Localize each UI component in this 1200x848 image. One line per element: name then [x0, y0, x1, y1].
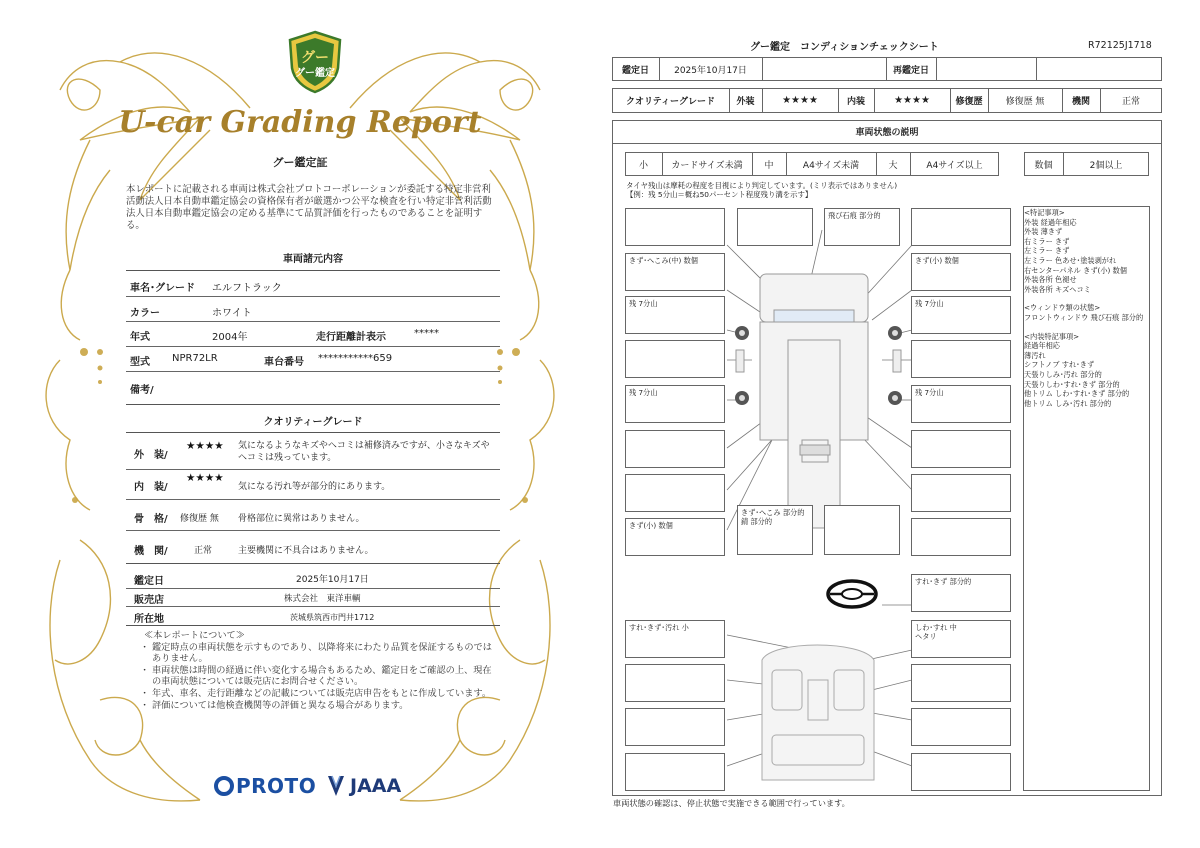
legend-medium-desc: A4サイズ未満 [802, 160, 860, 171]
divider [126, 346, 500, 347]
date-value: 2025年10月17日 [296, 575, 369, 585]
special-note: 天張りしみ･汚れ 部分的 [1024, 369, 1102, 379]
ext-note-box [625, 296, 725, 334]
legend-small-desc: カードサイズ未満 [671, 160, 743, 171]
ext-note-box [911, 296, 1011, 334]
int-note-box [911, 753, 1011, 791]
interior-stars: ★★★★ [186, 472, 224, 484]
special-notes [1024, 208, 1143, 408]
window-notes-heading: <ウィンドウ類の状態> [1024, 303, 1101, 313]
ext-note-right-1: きず(小) 数個 [915, 256, 959, 265]
ext-note-box [625, 340, 725, 378]
note-item: ・ 年式、車名、走行距離などの記載については販売店申告をもとに作成しています。 [140, 688, 500, 700]
int-note-left: すれ･きず･汚れ 小 [629, 623, 689, 632]
special-note: 右センターパネル きず(小) 数個 [1024, 265, 1127, 275]
ext-note-box [824, 505, 900, 555]
svg-text:グー鑑定: グー鑑定 [295, 68, 335, 79]
condition-heading: 車両状態の説明 [855, 128, 919, 138]
chassis-label: 車台番号 [264, 357, 304, 368]
notes-heading: ≪本レポートについて≫ [144, 630, 245, 641]
color-label: カラー [130, 308, 160, 319]
sheet-id: R72125J1718 [1088, 40, 1152, 51]
ext-note-box [625, 474, 725, 512]
ext-note-box [625, 518, 725, 556]
note-item: ・ 車両状態は時間の経過に伴い変化する場合もあるため、鑑定日をご確認の上、現在の車両状態については販売店にお問合せください。 [140, 665, 500, 688]
ext-note-box [625, 430, 725, 468]
sheet-interior-stars: ★★★★ [894, 95, 930, 106]
ext-note-left-3: 残 7分山 [629, 388, 658, 397]
ext-note-box [911, 340, 1011, 378]
divider [126, 588, 500, 589]
year-label: 年式 [130, 332, 150, 343]
year-value: 2004年 [212, 332, 248, 343]
ext-note-box [911, 518, 1011, 556]
legend-medium: 中 [764, 160, 774, 171]
note-item: ・ 評価については他検査機関等の評価と異なる場合があります。 [140, 700, 500, 712]
legend-large: 大 [888, 160, 898, 171]
int-note-box [911, 620, 1011, 658]
interior-label: 内 装/ [134, 482, 168, 493]
ext-note-box [625, 208, 725, 246]
legend-count: 数個 [1034, 160, 1053, 171]
special-note: 右ミラー きず [1024, 236, 1070, 246]
ext-note-box [625, 253, 725, 291]
sheet-date-label: 鑑定日 [621, 65, 649, 76]
int-note-steering: すれ･きず 部分的 [915, 577, 972, 586]
sheet-repair-label: 修復歴 [955, 97, 983, 107]
engine-label: 機 関/ [134, 546, 168, 557]
sheet-footer: 車両状態の確認は、停止状態で実施できる範囲で行っています。 [613, 798, 850, 808]
svg-text:U-car Grading Report: U-car Grading Report [118, 105, 482, 140]
special-note: 外装 経過年相応 [1024, 217, 1077, 227]
dealer-label: 販売店 [134, 595, 164, 606]
sheet-engine-value: 正常 [1121, 97, 1140, 107]
special-note: フロントウィンドウ 飛び石痕 部分的 [1024, 312, 1144, 322]
divider [126, 321, 500, 322]
tire-note: タイヤ残山は摩耗の程度を目視により判定しています。(ミリ表示ではありません) [626, 181, 898, 190]
exterior-stars: ★★★★ [186, 440, 224, 452]
ext-note-box [737, 208, 813, 246]
reinspect-label: 再鑑定日 [892, 65, 929, 76]
engine-value: 正常 [194, 546, 213, 556]
date-label: 鑑定日 [134, 576, 164, 587]
frame-comment: 骨格部位に異常はありません。 [238, 514, 365, 524]
engine-comment: 主要機関に不具合はありません。 [238, 546, 374, 556]
jaaa-logo [326, 772, 401, 800]
special-note: 左ミラー きず [1024, 246, 1070, 256]
exterior-comment: 気になるようなキズやヘコミは補修済みですが、小さなキズやヘコミは残っています。 [238, 441, 490, 463]
int-note-box [625, 664, 725, 702]
model-value: NPR72LR [172, 353, 218, 364]
certificate-statement: 本レポートに記載される車両は株式会社プロトコーポレーションが委託する特定非営利活動法人日本自動車鑑定協会の資格保有者が厳選かつ公平な検査を行い特定非営利活動法人日本自動車鑑定協会の定める基準にて品質評価を行ったものであることを証明する。 [126, 184, 492, 231]
dealer-value: 株式会社 東洋車輌 [284, 594, 361, 604]
ext-note-bottom-left: きず(小) 数個 [629, 521, 673, 530]
int-note-box [911, 708, 1011, 746]
special-note: 外装各所 色褪せ [1024, 275, 1077, 285]
location-value: 茨城県筑西市門井1712 [290, 613, 375, 622]
certificate-title: グー鑑定証 [272, 156, 328, 169]
steering-wheel-icon [828, 581, 876, 607]
sheet-date-value: 2025年10月17日 [674, 65, 747, 76]
ext-note-left-1: きず･へこみ(中) 数個 [629, 256, 698, 265]
special-note: 他トリム しみ･汚れ 部分的 [1024, 398, 1112, 408]
proto-logo-text: PROTO [236, 774, 317, 798]
legend-count-desc: 2個以上 [1089, 160, 1123, 171]
special-note: 左ミラー 色あせ･塗装剥がれ [1024, 255, 1117, 265]
mileage-label: 走行距離計表示 [316, 332, 386, 343]
ext-note-top-center: 飛び石痕 部分的 [828, 211, 881, 220]
int-note-box [911, 574, 1011, 612]
divider [126, 625, 500, 626]
exterior-label: 外 装/ [134, 450, 168, 461]
divider [126, 270, 500, 271]
mileage-value: ***** [414, 328, 439, 339]
ext-note-right-3: 残 7分山 [915, 388, 944, 397]
goo-kantei-badge-icon [286, 30, 344, 94]
ext-note-box [911, 208, 1011, 246]
specs-heading: 車両諸元内容 [283, 254, 343, 265]
sheet-exterior-label: 外装 [736, 97, 755, 107]
vehicle-name-label: 車名･グレード [130, 283, 195, 294]
divider [126, 469, 500, 470]
int-note-box [625, 708, 725, 746]
model-label: 型式 [130, 357, 150, 368]
sheet-repair-value: 修復歴 無 [1005, 97, 1045, 107]
int-note-box [911, 664, 1011, 702]
legend-large-desc: A4サイズ以上 [926, 160, 983, 171]
ext-note-box [911, 253, 1011, 291]
note-item: ・ 鑑定時点の車両状態を示すものであり、以降将来にわたり品質を保証するものではありません。 [140, 642, 500, 665]
jaaa-logo-text: JAAA [350, 775, 402, 797]
color-value: ホワイト [212, 308, 252, 319]
ext-note-box [911, 474, 1011, 512]
legend-small: 小 [638, 160, 648, 171]
reinspect-value [936, 57, 1036, 81]
frame-value: 修復歴 無 [180, 514, 219, 524]
special-note: 外装各所 キズヘコミ [1024, 284, 1091, 294]
special-note: 経過年相応 [1024, 341, 1060, 351]
special-note: 天張りしわ･すれ･きず 部分的 [1024, 379, 1120, 389]
ext-note-right-2: 残 7分山 [915, 299, 944, 308]
divider [126, 563, 500, 564]
divider [126, 371, 500, 372]
proto-logo [214, 772, 316, 800]
sheet-exterior-stars: ★★★★ [782, 95, 818, 106]
frame-label: 骨 格/ [134, 514, 168, 525]
ext-note-box [737, 505, 813, 555]
ext-note-bottom-center: きず･へこみ 部分的 錆 部分的 [741, 508, 805, 526]
ext-note-box [911, 430, 1011, 468]
ext-note-box [625, 385, 725, 423]
ext-note-box [824, 208, 900, 246]
int-note-right: しわ･すれ 中 ヘタリ [915, 623, 957, 641]
vehicle-name-value: エルフトラック [212, 283, 282, 294]
special-note: シフトノブ すれ･きず [1024, 360, 1095, 370]
divider [126, 296, 500, 297]
divider [126, 499, 500, 500]
svg-text:グー: グー [301, 50, 329, 66]
ext-note-left-2: 残 7分山 [629, 299, 658, 308]
divider [126, 432, 500, 433]
special-notes-heading: <特記事項> [1024, 208, 1065, 217]
quality-grade-label: クオリティーグレード [625, 97, 716, 107]
interior-comment: 気になる汚れ等が部分的にあります。 [238, 482, 391, 492]
sheet-interior-label: 内装 [846, 97, 865, 107]
ext-note-box [911, 385, 1011, 423]
int-note-box [625, 753, 725, 791]
tire-example: 【例：残 5分山＝概ね50パーセント程度残り溝を示す】 [626, 190, 813, 199]
special-note: 他トリム しわ･すれ･きず 部分的 [1024, 389, 1130, 399]
report-notes [140, 630, 500, 711]
proto-mark-icon [214, 776, 234, 796]
location-label: 所在地 [134, 614, 164, 625]
sheet-engine-label: 機関 [1071, 97, 1090, 107]
sheet-title: グー鑑定 コンディションチェックシート [750, 42, 939, 53]
special-note: 外装 薄きず [1024, 227, 1063, 237]
divider [126, 404, 500, 405]
divider [126, 606, 500, 607]
report-title-script [110, 98, 490, 148]
chassis-value: ***********659 [318, 353, 393, 364]
interior-notes-heading: <内装特記事項> [1024, 331, 1080, 341]
divider [126, 530, 500, 531]
special-note: 薄汚れ [1024, 350, 1046, 360]
quality-heading: クオリティーグレード [263, 417, 363, 428]
remarks-label: 備考/ [130, 385, 154, 396]
int-note-box [625, 620, 725, 658]
jaaa-mark-icon [326, 774, 346, 798]
